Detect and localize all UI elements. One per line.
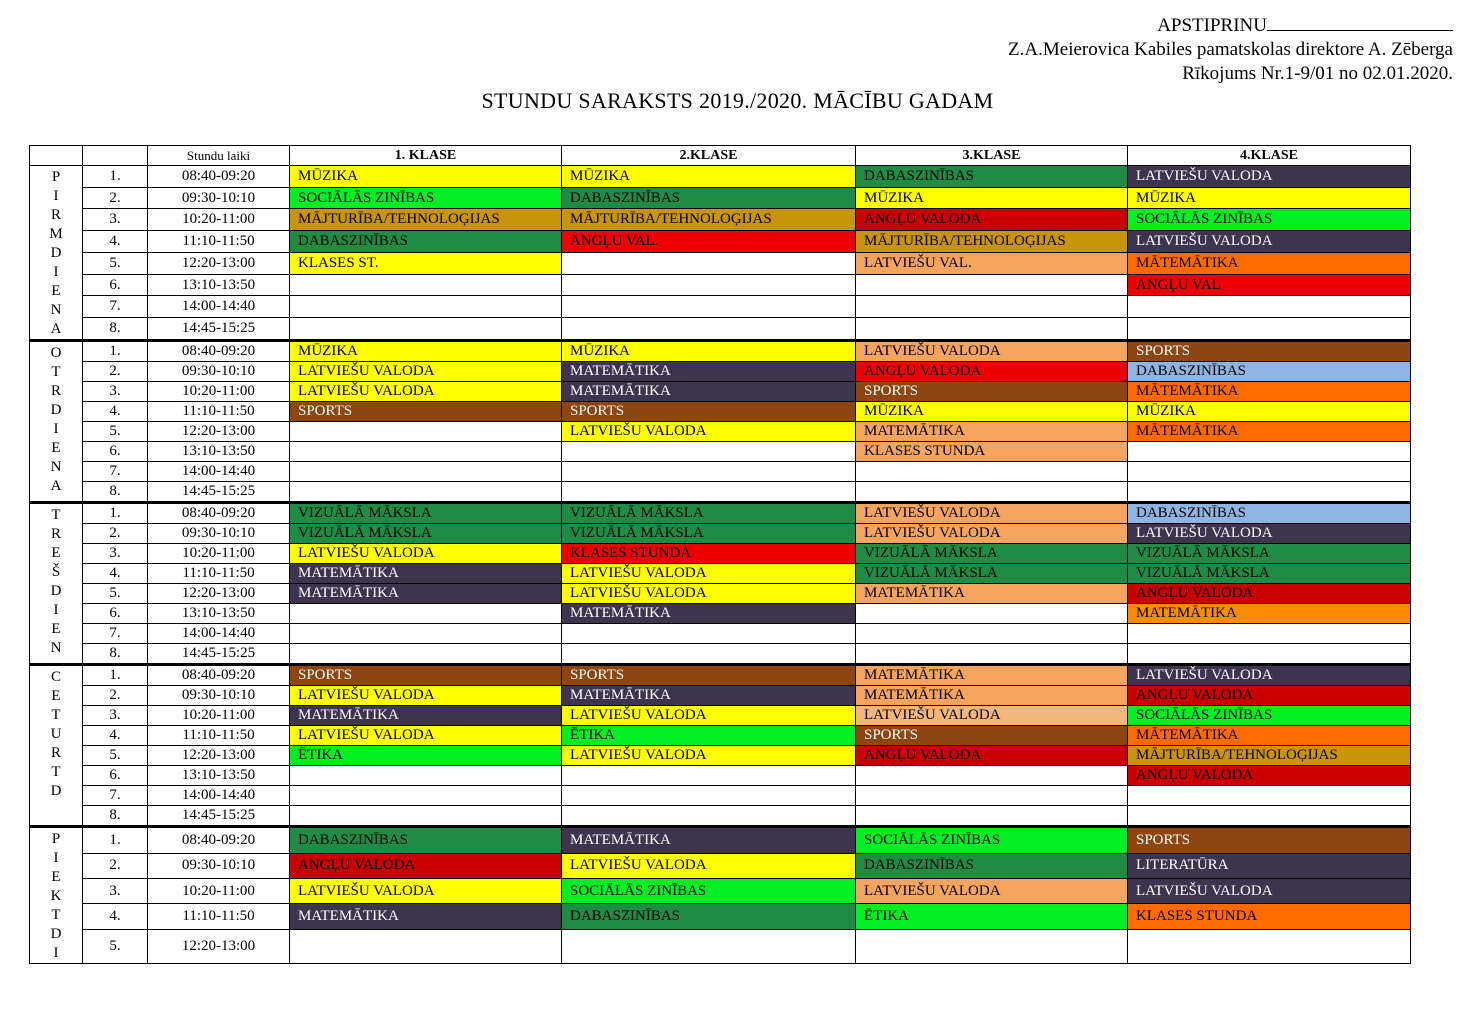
lesson-number: 3. (83, 209, 148, 231)
subject-cell-class-1: VIZUĀLĀ MĀKSLA (290, 503, 562, 524)
subject-cell-class-4 (1128, 644, 1411, 665)
subject-cell-class-3 (856, 766, 1128, 786)
lesson-time: 08:40-09:20 (148, 827, 290, 854)
subject-cell-class-4: VIZUĀLĀ MĀKSLA (1128, 544, 1411, 564)
subject-cell-class-2 (562, 766, 856, 786)
subject-cell-class-3: MATEMĀTIKA (856, 584, 1128, 604)
subject-cell-class-2 (562, 274, 856, 296)
subject-cell-class-2 (562, 929, 856, 963)
lesson-time: 14:00-14:40 (148, 624, 290, 644)
subject-cell-class-4: MŪZIKA (1128, 187, 1411, 209)
table-row (30, 929, 1411, 963)
subject-cell-class-1 (290, 296, 562, 318)
table-row (30, 318, 1411, 341)
lesson-time: 11:10-11:50 (148, 402, 290, 422)
lesson-time: 12:20-13:00 (148, 252, 290, 274)
lesson-time: 10:20-11:00 (148, 878, 290, 903)
subject-cell-class-1 (290, 604, 562, 624)
lesson-number: 2. (83, 686, 148, 706)
subject-cell-class-2: MATEMĀTIKA (562, 604, 856, 624)
timetable (29, 145, 1411, 964)
lesson-number: 3. (83, 706, 148, 726)
subject-cell-class-4 (1128, 462, 1411, 482)
approval-block (1008, 12, 1453, 86)
table-row (30, 686, 1411, 706)
page-title: STUNDU SARAKSTS 2019./2020. MĀCĪBU GADAM (481, 88, 994, 113)
lesson-time: 11:10-11:50 (148, 231, 290, 253)
lesson-number: 7. (83, 786, 148, 806)
subject-cell-class-1: MATEMĀTIKA (290, 904, 562, 929)
subject-cell-class-1: LATVIEŠU VALODA (290, 362, 562, 382)
subject-cell-class-4: LATVIEŠU VALODA (1128, 166, 1411, 188)
subject-cell-class-3: DABASZINĪBAS (856, 853, 1128, 878)
day-name: P I R M D I E N A (30, 166, 83, 341)
subject-cell-class-1: DABASZINĪBAS (290, 231, 562, 253)
lesson-time: 12:20-13:00 (148, 422, 290, 442)
subject-cell-class-2: LATVIEŠU VALODA (562, 564, 856, 584)
subject-cell-class-1: LATVIEŠU VALODA (290, 726, 562, 746)
lesson-number: 4. (83, 904, 148, 929)
subject-cell-class-1: LATVIEŠU VALODA (290, 878, 562, 903)
header-number (83, 146, 148, 166)
lesson-time: 09:30-10:10 (148, 362, 290, 382)
lesson-number: 1. (83, 503, 148, 524)
subject-cell-class-2: LATVIEŠU VALODA (562, 746, 856, 766)
table-row (30, 382, 1411, 402)
subject-cell-class-3: VIZUĀLĀ MĀKSLA (856, 564, 1128, 584)
lesson-number: 3. (83, 382, 148, 402)
subject-cell-class-2: SPORTS (562, 665, 856, 686)
subject-cell-class-3: ANGĻU VALODA (856, 746, 1128, 766)
table-row (30, 503, 1411, 524)
subject-cell-class-4: MĀTEMĀTIKA (1128, 726, 1411, 746)
table-row (30, 604, 1411, 624)
subject-cell-class-3: ANGĻU VALODA (856, 209, 1128, 231)
subject-cell-class-4 (1128, 624, 1411, 644)
subject-cell-class-3: LATVIEŠU VALODA (856, 524, 1128, 544)
subject-cell-class-1: MATEMĀTIKA (290, 706, 562, 726)
subject-cell-class-4: MĀTEMĀTIKA (1128, 382, 1411, 402)
subject-cell-class-3: MATEMĀTIKA (856, 422, 1128, 442)
table-row (30, 878, 1411, 903)
lesson-number: 3. (83, 544, 148, 564)
subject-cell-class-3 (856, 274, 1128, 296)
subject-cell-class-2: SPORTS (562, 402, 856, 422)
lesson-time: 11:10-11:50 (148, 564, 290, 584)
subject-cell-class-3: SPORTS (856, 382, 1128, 402)
subject-cell-class-2: VIZUĀLĀ MĀKSLA (562, 524, 856, 544)
subject-cell-class-4: DABASZINĪBAS (1128, 503, 1411, 524)
signature-line (1267, 12, 1453, 31)
lesson-time: 13:10-13:50 (148, 274, 290, 296)
subject-cell-class-2 (562, 806, 856, 827)
table-row (30, 422, 1411, 442)
header-times: Stundu laiki (148, 146, 290, 166)
subject-cell-class-4: ANGĻU VAL (1128, 274, 1411, 296)
lesson-time: 09:30-10:10 (148, 524, 290, 544)
subject-cell-class-1 (290, 462, 562, 482)
table-row (30, 341, 1411, 362)
subject-cell-class-4 (1128, 296, 1411, 318)
lesson-time: 09:30-10:10 (148, 853, 290, 878)
subject-cell-class-4: MATEMĀTIKA (1128, 604, 1411, 624)
subject-cell-class-4 (1128, 318, 1411, 341)
lesson-time: 10:20-11:00 (148, 544, 290, 564)
subject-cell-class-3: ĒTIKA (856, 904, 1128, 929)
subject-cell-class-2: DABASZINĪBAS (562, 904, 856, 929)
subject-cell-class-3: LATVIEŠU VALODA (856, 878, 1128, 903)
subject-cell-class-1 (290, 482, 562, 503)
lesson-number: 1. (83, 665, 148, 686)
lesson-time: 14:00-14:40 (148, 296, 290, 318)
subject-cell-class-4 (1128, 482, 1411, 503)
approve-label: APSTIPRINU (1157, 15, 1267, 36)
lesson-number: 5. (83, 929, 148, 963)
table-row (30, 296, 1411, 318)
lesson-number: 2. (83, 853, 148, 878)
lesson-number: 8. (83, 644, 148, 665)
subject-cell-class-1 (290, 806, 562, 827)
table-row (30, 564, 1411, 584)
day-name: O T R D I E N A (30, 341, 83, 503)
lesson-time: 13:10-13:50 (148, 766, 290, 786)
lesson-number: 3. (83, 878, 148, 903)
subject-cell-class-2 (562, 252, 856, 274)
subject-cell-class-1: LATVIEŠU VALODA (290, 544, 562, 564)
subject-cell-class-2 (562, 442, 856, 462)
subject-cell-class-1 (290, 442, 562, 462)
table-row (30, 402, 1411, 422)
subject-cell-class-3: DABASZINĪBAS (856, 166, 1128, 188)
lesson-time: 09:30-10:10 (148, 187, 290, 209)
subject-cell-class-4: ANGĻU VALODA (1128, 686, 1411, 706)
lesson-time: 13:10-13:50 (148, 442, 290, 462)
subject-cell-class-1 (290, 422, 562, 442)
director-line: Z.A.Meierovica Kabiles pamatskolas direktore A. Zēberga (1008, 39, 1453, 60)
subject-cell-class-3: LATVIEŠU VALODA (856, 706, 1128, 726)
subject-cell-class-1 (290, 274, 562, 296)
subject-cell-class-1 (290, 929, 562, 963)
lesson-number: 2. (83, 187, 148, 209)
subject-cell-class-4: DABASZINĪBAS (1128, 362, 1411, 382)
subject-cell-class-2: MATEMĀTIKA (562, 686, 856, 706)
lesson-time: 14:45-15:25 (148, 318, 290, 341)
subject-cell-class-4: SPORTS (1128, 827, 1411, 854)
subject-cell-class-1: ĒTIKA (290, 746, 562, 766)
subject-cell-class-3 (856, 296, 1128, 318)
table-row (30, 231, 1411, 253)
subject-cell-class-4: VIZUĀLĀ MĀKSLA (1128, 564, 1411, 584)
lesson-time: 12:20-13:00 (148, 929, 290, 963)
subject-cell-class-3 (856, 462, 1128, 482)
subject-cell-class-2: ĒTIKA (562, 726, 856, 746)
subject-cell-class-2: LATVIEŠU VALODA (562, 706, 856, 726)
subject-cell-class-2: MĀJTURĪBA/TEHNOLOĢIJAS (562, 209, 856, 231)
subject-cell-class-3: MŪZIKA (856, 402, 1128, 422)
table-row (30, 766, 1411, 786)
subject-cell-class-2 (562, 786, 856, 806)
subject-cell-class-3 (856, 604, 1128, 624)
subject-cell-class-4: MŪZIKA (1128, 402, 1411, 422)
subject-cell-class-2 (562, 318, 856, 341)
lesson-number: 6. (83, 766, 148, 786)
lesson-time: 14:45-15:25 (148, 806, 290, 827)
subject-cell-class-4: LATVIEŠU VALODA (1128, 524, 1411, 544)
subject-cell-class-1: ANGĻU VALODA (290, 853, 562, 878)
header-row (30, 146, 1411, 166)
lesson-number: 1. (83, 341, 148, 362)
subject-cell-class-2: MATEMĀTIKA (562, 362, 856, 382)
subject-cell-class-1: LATVIEŠU VALODA (290, 382, 562, 402)
lesson-time: 12:20-13:00 (148, 584, 290, 604)
subject-cell-class-1: MATEMĀTIKA (290, 564, 562, 584)
subject-cell-class-4: LATVIEŠU VALODA (1128, 878, 1411, 903)
table-row (30, 786, 1411, 806)
subject-cell-class-2: LATVIEŠU VALODA (562, 422, 856, 442)
subject-cell-class-2 (562, 462, 856, 482)
subject-cell-class-2: MŪZIKA (562, 341, 856, 362)
day-name: T R E Š D I E N (30, 503, 83, 665)
header-class-1: 1. KLASE (290, 146, 562, 166)
table-row (30, 544, 1411, 564)
subject-cell-class-1: MŪZIKA (290, 166, 562, 188)
subject-cell-class-3 (856, 318, 1128, 341)
lesson-number: 5. (83, 746, 148, 766)
subject-cell-class-3: ANGĻU VALODA (856, 362, 1128, 382)
subject-cell-class-1: LATVIEŠU VALODA (290, 686, 562, 706)
table-row (30, 442, 1411, 462)
lesson-time: 11:10-11:50 (148, 726, 290, 746)
day-name: C E T U R T D (30, 665, 83, 827)
subject-cell-class-1 (290, 786, 562, 806)
lesson-number: 1. (83, 827, 148, 854)
subject-cell-class-1: MĀJTURĪBA/TEHNOLOĢIJAS (290, 209, 562, 231)
subject-cell-class-3 (856, 786, 1128, 806)
subject-cell-class-2: SOCIĀLĀS ZINĪBAS (562, 878, 856, 903)
subject-cell-class-3: MATEMĀTIKA (856, 665, 1128, 686)
subject-cell-class-3: MATEMĀTIKA (856, 686, 1128, 706)
table-row (30, 252, 1411, 274)
table-row (30, 746, 1411, 766)
lesson-number: 5. (83, 422, 148, 442)
subject-cell-class-4 (1128, 786, 1411, 806)
lesson-time: 14:00-14:40 (148, 462, 290, 482)
subject-cell-class-1: MŪZIKA (290, 341, 562, 362)
lesson-number: 5. (83, 252, 148, 274)
subject-cell-class-2: MŪZIKA (562, 166, 856, 188)
subject-cell-class-4 (1128, 806, 1411, 827)
table-row (30, 524, 1411, 544)
subject-cell-class-2: ANGĻU VAL. (562, 231, 856, 253)
table-row (30, 904, 1411, 929)
lesson-number: 7. (83, 462, 148, 482)
lesson-time: 10:20-11:00 (148, 382, 290, 402)
subject-cell-class-4 (1128, 929, 1411, 963)
subject-cell-class-1 (290, 318, 562, 341)
table-row (30, 187, 1411, 209)
subject-cell-class-3 (856, 624, 1128, 644)
subject-cell-class-4: MĀJTURĪBA/TEHNOLOĢIJAS (1128, 746, 1411, 766)
lesson-number: 5. (83, 584, 148, 604)
lesson-number: 4. (83, 726, 148, 746)
lesson-number: 6. (83, 274, 148, 296)
subject-cell-class-4: SOCIĀLĀS ZINĪBAS (1128, 209, 1411, 231)
lesson-time: 08:40-09:20 (148, 341, 290, 362)
subject-cell-class-3: SPORTS (856, 726, 1128, 746)
subject-cell-class-4: LATVIEŠU VALODA (1128, 665, 1411, 686)
subject-cell-class-1: SPORTS (290, 665, 562, 686)
day-name: P I E K T D I (30, 827, 83, 964)
lesson-number: 2. (83, 524, 148, 544)
subject-cell-class-1: VIZUĀLĀ MĀKSLA (290, 524, 562, 544)
subject-cell-class-4: MĀTEMĀTIKA (1128, 252, 1411, 274)
subject-cell-class-3: SOCIĀLĀS ZINĪBAS (856, 827, 1128, 854)
timetable-body (30, 166, 1411, 964)
subject-cell-class-3: VIZUĀLĀ MĀKSLA (856, 544, 1128, 564)
lesson-time: 14:45-15:25 (148, 482, 290, 503)
subject-cell-class-2 (562, 482, 856, 503)
subject-cell-class-4 (1128, 442, 1411, 462)
lesson-number: 8. (83, 482, 148, 503)
lesson-time: 14:00-14:40 (148, 786, 290, 806)
subject-cell-class-1: MATEMĀTIKA (290, 584, 562, 604)
subject-cell-class-4: LATVIEŠU VALODA (1128, 231, 1411, 253)
subject-cell-class-1 (290, 624, 562, 644)
subject-cell-class-4: MĀTEMĀTIKA (1128, 422, 1411, 442)
table-row (30, 853, 1411, 878)
lesson-time: 08:40-09:20 (148, 503, 290, 524)
lesson-number: 4. (83, 402, 148, 422)
table-row (30, 462, 1411, 482)
table-row (30, 706, 1411, 726)
table-row (30, 274, 1411, 296)
lesson-time: 08:40-09:20 (148, 665, 290, 686)
subject-cell-class-2 (562, 296, 856, 318)
table-row (30, 624, 1411, 644)
table-row (30, 482, 1411, 503)
lesson-number: 2. (83, 362, 148, 382)
lesson-time: 11:10-11:50 (148, 904, 290, 929)
subject-cell-class-1: SPORTS (290, 402, 562, 422)
lesson-number: 7. (83, 624, 148, 644)
subject-cell-class-2 (562, 644, 856, 665)
subject-cell-class-2: LATVIEŠU VALODA (562, 584, 856, 604)
table-row (30, 806, 1411, 827)
table-row (30, 665, 1411, 686)
table-row (30, 644, 1411, 665)
lesson-number: 4. (83, 564, 148, 584)
lesson-number: 4. (83, 231, 148, 253)
table-row (30, 584, 1411, 604)
lesson-number: 7. (83, 296, 148, 318)
lesson-time: 10:20-11:00 (148, 706, 290, 726)
subject-cell-class-1: KLASES ST. (290, 252, 562, 274)
subject-cell-class-3: MŪZIKA (856, 187, 1128, 209)
header-class-3: 3.KLASE (856, 146, 1128, 166)
lesson-number: 6. (83, 442, 148, 462)
table-row (30, 827, 1411, 854)
lesson-time: 08:40-09:20 (148, 166, 290, 188)
subject-cell-class-1: SOCIĀLĀS ZINĪBAS (290, 187, 562, 209)
subject-cell-class-3: MĀJTURĪBA/TEHNOLOĢIJAS (856, 231, 1128, 253)
subject-cell-class-3 (856, 644, 1128, 665)
subject-cell-class-2: MATEMĀTIKA (562, 382, 856, 402)
subject-cell-class-3: KLASES STUNDA (856, 442, 1128, 462)
lesson-time: 13:10-13:50 (148, 604, 290, 624)
subject-cell-class-2 (562, 624, 856, 644)
lesson-time: 09:30-10:10 (148, 686, 290, 706)
order-line: Rīkojums Nr.1-9/01 no 02.01.2020. (1182, 63, 1453, 84)
lesson-number: 8. (83, 806, 148, 827)
subject-cell-class-2: LATVIEŠU VALODA (562, 853, 856, 878)
subject-cell-class-4: LITERATŪRA (1128, 853, 1411, 878)
subject-cell-class-4: ANGĻU VALODA (1128, 766, 1411, 786)
lesson-time: 14:45-15:25 (148, 644, 290, 665)
subject-cell-class-4: ANGĻU VALODA (1128, 584, 1411, 604)
header-day (30, 146, 83, 166)
table-row (30, 362, 1411, 382)
lesson-time: 12:20-13:00 (148, 746, 290, 766)
subject-cell-class-1 (290, 766, 562, 786)
header-class-2: 2.KLASE (562, 146, 856, 166)
subject-cell-class-3 (856, 929, 1128, 963)
subject-cell-class-4: SOCIĀLĀS ZINĪBAS (1128, 706, 1411, 726)
subject-cell-class-4: SPORTS (1128, 341, 1411, 362)
subject-cell-class-3 (856, 806, 1128, 827)
lesson-number: 8. (83, 318, 148, 341)
subject-cell-class-3 (856, 482, 1128, 503)
header-class-4: 4.KLASE (1128, 146, 1411, 166)
table-row (30, 726, 1411, 746)
subject-cell-class-3: LATVIEŠU VAL. (856, 252, 1128, 274)
subject-cell-class-4: KLASES STUNDA (1128, 904, 1411, 929)
lesson-time: 10:20-11:00 (148, 209, 290, 231)
lesson-number: 6. (83, 604, 148, 624)
subject-cell-class-1: DABASZINĪBAS (290, 827, 562, 854)
subject-cell-class-2: VIZUĀLĀ MĀKSLA (562, 503, 856, 524)
table-row (30, 209, 1411, 231)
subject-cell-class-3: LATVIEŠU VALODA (856, 503, 1128, 524)
table-row (30, 166, 1411, 188)
subject-cell-class-1 (290, 644, 562, 665)
subject-cell-class-2: MATEMĀTIKA (562, 827, 856, 854)
subject-cell-class-2: DABASZINĪBAS (562, 187, 856, 209)
subject-cell-class-2: KLASES STUNDA (562, 544, 856, 564)
lesson-number: 1. (83, 166, 148, 188)
subject-cell-class-3: LATVIEŠU VALODA (856, 341, 1128, 362)
